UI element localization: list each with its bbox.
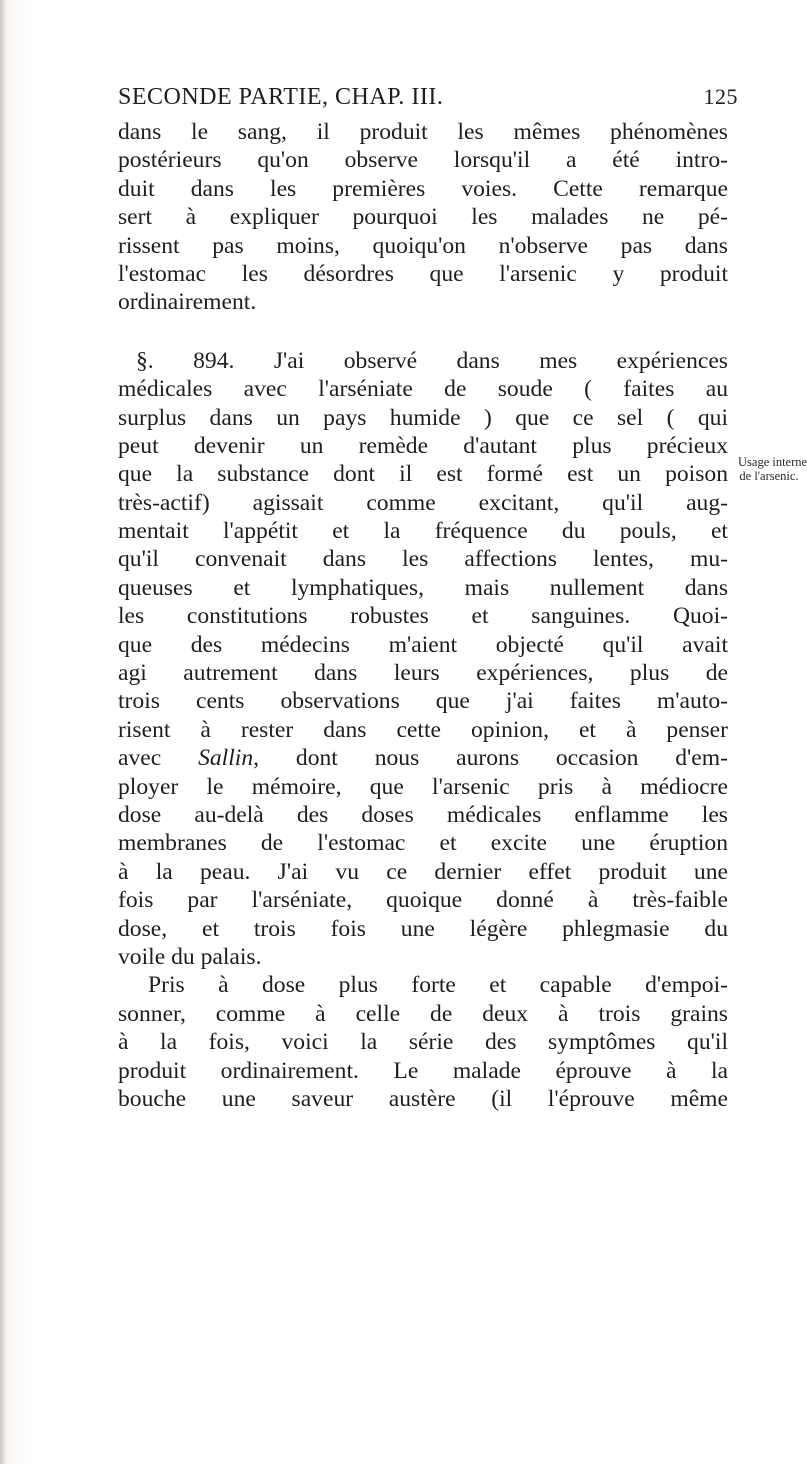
text-line: fois par l'arséniate, quoique donné à très-faible bbox=[118, 887, 728, 914]
text-line: voile du palais. bbox=[118, 943, 262, 970]
text-line: peut devenir un remède d'autant plus précieux bbox=[118, 432, 728, 459]
paragraph-2 bbox=[118, 347, 728, 972]
text-line: ordinairement. bbox=[118, 289, 257, 316]
margin-note-line: Usage interne bbox=[738, 455, 807, 469]
text-line: dose au-delà des doses médicales enflamme les bbox=[118, 801, 728, 828]
page-gutter-shadow bbox=[0, 0, 6, 1464]
text-line: postérieurs qu'on observe lorsqu'il a été intro- bbox=[118, 147, 728, 174]
text-fragment: avec bbox=[118, 745, 199, 772]
text-line: que des médecins m'aient objecté qu'il avait bbox=[118, 631, 728, 658]
paragraph-gap bbox=[118, 317, 728, 347]
margin-note bbox=[738, 455, 807, 483]
text-line: dose, et trois fois une légère phlegmasie du bbox=[118, 915, 728, 942]
section-first-line: §. 894. J'ai observé dans mes expériences bbox=[136, 347, 728, 374]
text-line: très-actif) agissait comme excitant, qu'il aug- bbox=[118, 489, 728, 516]
text-line: l'estomac les désordres que l'arsenic y produit bbox=[118, 260, 728, 287]
text-fragment: , dont nous aurons occasion d'em- bbox=[253, 745, 728, 772]
text-line: rissent pas moins, quoiqu'on n'observe pas dans bbox=[118, 232, 728, 259]
paragraph-1 bbox=[118, 118, 728, 317]
text-line: mentait l'appétit et la fréquence du pouls, et bbox=[118, 518, 728, 545]
text-line: trois cents observations que j'ai faites m'auto- bbox=[118, 688, 728, 715]
page-header bbox=[118, 84, 738, 118]
text-line: risent à rester dans cette opinion, et à penser bbox=[118, 716, 728, 743]
text-line: les constitutions robustes et sanguines. Quoi- bbox=[118, 603, 728, 630]
text-line: à la peau. J'ai vu ce dernier effet produit une bbox=[118, 858, 728, 885]
margin-note-line: de l'arsenic. bbox=[739, 469, 799, 483]
text-line: bouche une saveur austère (il l'éprouve même bbox=[118, 1085, 728, 1112]
text-line-with-author bbox=[118, 744, 728, 772]
text-line: à la fois, voici la série des symptômes qu'il bbox=[118, 1029, 728, 1056]
text-line: membranes de l'estomac et excite une éruption bbox=[118, 830, 728, 857]
running-head: SECONDE PARTIE, CHAP. III. bbox=[118, 84, 444, 110]
text-line: que la substance dont il est formé est un poison bbox=[118, 461, 728, 488]
text-line: produit ordinairement. Le malade éprouve à la bbox=[118, 1057, 728, 1084]
author-name-italic: Sallin bbox=[198, 745, 254, 772]
text-line: agi autrement dans leurs expériences, plus de bbox=[118, 660, 728, 687]
text-line: Pris à dose plus forte et capable d'empoi- bbox=[148, 972, 728, 999]
paragraph-3 bbox=[118, 971, 728, 1113]
text-line: duit dans les premières voies. Cette remarque bbox=[118, 175, 728, 202]
body-text bbox=[118, 118, 728, 1113]
text-line: qu'il convenait dans les affections lentes, mu- bbox=[118, 546, 728, 573]
text-line: ployer le mémoire, que l'arsenic pris à médiocre bbox=[118, 773, 728, 800]
page-number: 125 bbox=[703, 84, 738, 109]
text-line: dans le sang, il produit les mêmes phénomènes bbox=[118, 119, 728, 145]
text-line: surplus dans un pays humide ) que ce sel ( qui bbox=[118, 404, 728, 431]
text-line: sert à expliquer pourquoi les malades ne pé- bbox=[118, 204, 728, 231]
text-line: queuses et lymphatiques, mais nullement dans bbox=[118, 574, 728, 601]
text-line: sonner, comme à celle de deux à trois grains bbox=[118, 1000, 728, 1027]
text-line: médicales avec l'arséniate de soude ( faites au bbox=[118, 376, 728, 403]
